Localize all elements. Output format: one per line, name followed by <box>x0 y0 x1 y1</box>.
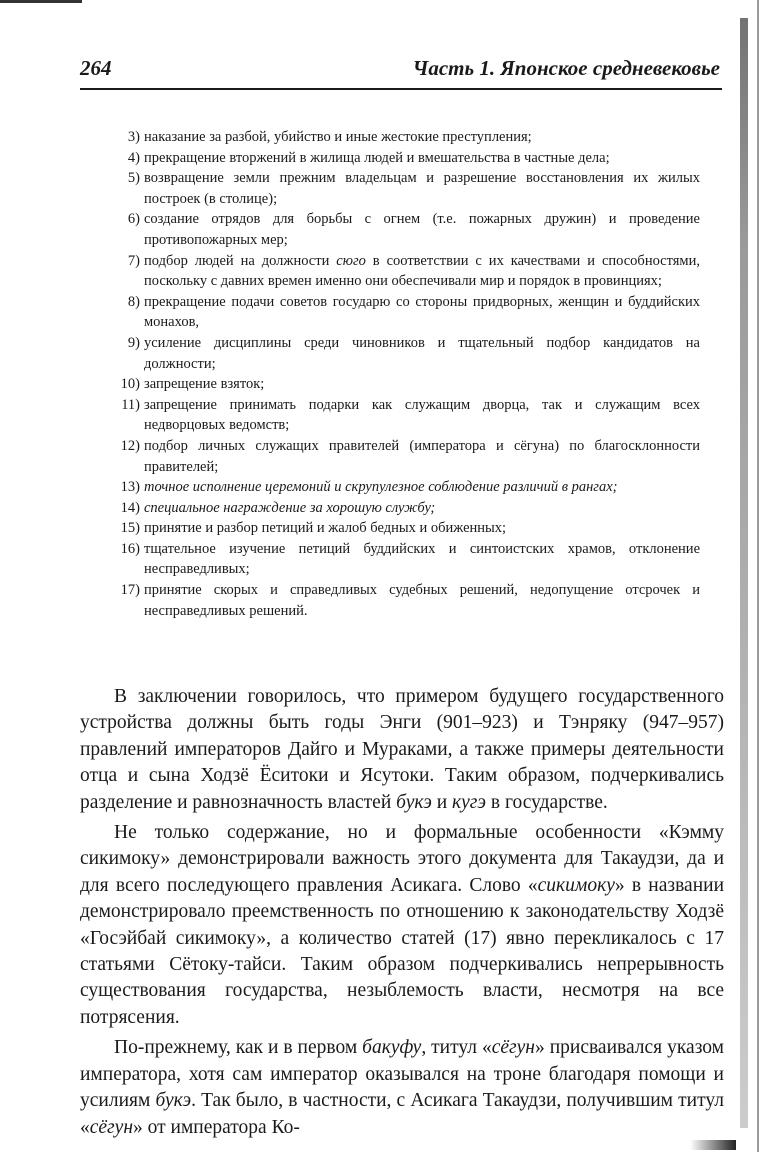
paragraph-text: » присваивался указом императора, хотя сам император оказывался на троне благодаря помощи и усилиям <box>80 1037 724 1112</box>
list-item-text: возвращение земли прежним владельцам и разрешение восстановления их жилых построек (в столице); <box>144 170 700 207</box>
list-item-text: тщательное изучение петиций буддийских и синтоистских храмов, отклонение несправедливых; <box>144 540 700 578</box>
list-item-number: 15) <box>120 520 140 537</box>
list-item-text: принятие скорых и справедливых судебных решений, недопущение отсрочек и несправедливых решений. <box>144 582 700 619</box>
paragraph-text-italic: сёгун <box>89 1116 133 1138</box>
paragraph <box>80 1035 724 1141</box>
paragraph <box>80 820 724 1031</box>
list-item <box>106 251 700 292</box>
list-item <box>106 209 700 250</box>
paragraph-text: в государстве. <box>486 791 608 813</box>
list-item <box>106 539 700 580</box>
page-number: 264 <box>80 56 112 80</box>
list-item <box>106 436 700 477</box>
list-item <box>106 374 700 395</box>
list-item <box>106 148 700 169</box>
list-item-text: подбор личных служащих правителей (императора и сёгуна) по благосклонности правителей; <box>144 437 700 475</box>
list-item <box>106 498 700 519</box>
list-item-number: 9) <box>127 334 140 351</box>
list-item <box>106 518 700 539</box>
list-item-text: наказание за разбой, убийство и иные жестокие преступления; <box>144 129 532 145</box>
paragraph-text-italic: сикимоку <box>537 874 615 896</box>
paragraph-text: В заключении говорилось, что примером будущего государственного устройства должны быть годы Энги (901–923) и Тэнряку (947–957) правлений императоров Дайго и Мураками, а также примеры деятельности отца и сына Ходзё Ёситоки и Ясутоки. Таким образом, подчеркивались разделение и равнозначность властей <box>80 686 724 813</box>
paragraph-text: Не только содержание, но и формальные особенности «Кэмму сикимоку» демонстрировали важность этого документа для Такаудзи, да и для всего последующего правления Асикага. Слово « <box>80 822 724 896</box>
list-item-text-italic: сюго <box>336 252 366 269</box>
paragraph-text-italic: букэ <box>396 791 432 813</box>
scan-artifact-top <box>0 0 82 3</box>
list-item-text: принятие и разбор петиций и жалоб бедных и обиженных; <box>144 520 507 537</box>
list-item <box>106 333 700 374</box>
paragraph-text: По-прежнему, как и в первом <box>114 1037 363 1059</box>
page-header <box>80 52 720 86</box>
list-item <box>106 292 700 333</box>
list-item-number: 4) <box>127 149 140 166</box>
scan-artifact-spine <box>740 18 748 1128</box>
list-item-text: прекращение вторжений в жилища людей и вмешательства в частные дела; <box>144 149 610 166</box>
paragraph-text: » от императора Ко- <box>133 1116 300 1138</box>
list-item-text-italic: специальное награждение за хорошую службу; <box>144 499 436 516</box>
list-item-number: 17) <box>120 582 140 599</box>
paragraph-text-italic: кугэ <box>452 791 486 813</box>
list-item-number: 3) <box>127 129 140 145</box>
list-item-number: 10) <box>120 376 140 393</box>
paragraph-text: » в названии демонстрировало преемственность по отношению к законодательству Ходзё «Госэйбай сикимоку», а количество статей (17) явно перекликалось с 17 статьями Сётоку-тайси. Таким образом подчеркивались непрерывность существования государства, незыблемость власти, несмотря на все потрясения. <box>80 874 725 1028</box>
paragraph-text-italic: сёгун <box>491 1037 535 1059</box>
list-item-number: 16) <box>120 540 140 557</box>
list-item <box>106 127 700 148</box>
list-item <box>106 168 700 209</box>
list-item-number: 6) <box>127 211 140 228</box>
list-item-text: запрещение взяток; <box>144 376 265 393</box>
list-item-number: 12) <box>120 437 140 454</box>
paragraph <box>80 684 724 816</box>
body-text <box>80 684 724 1145</box>
paragraph-text-italic: бакуфу <box>362 1037 422 1059</box>
list-item-number: 8) <box>127 293 140 310</box>
list-item-text: усиление дисциплины среди чиновников и тщательный подбор кандидатов на должности; <box>144 334 700 372</box>
list-item-number: 5) <box>127 170 140 187</box>
list-item-number: 14) <box>120 499 140 516</box>
list-item-number: 13) <box>120 479 140 496</box>
list-item-text: прекращение подачи советов государю со стороны придворных, женщин и буддийских монахов, <box>144 293 700 331</box>
list-item-text: создание отрядов для борьбы с огнем (т.е. пожарных дружин) и проведение противопожарных мер; <box>144 211 700 248</box>
paragraph-text-italic: букэ <box>155 1090 192 1112</box>
list-item-number: 7) <box>127 252 140 269</box>
header-rule <box>80 88 722 90</box>
list-item <box>106 477 700 498</box>
list-item <box>106 580 700 621</box>
running-title: Часть 1. Японское средневековье <box>412 56 720 80</box>
scan-artifact-edge <box>757 0 759 1152</box>
paragraph-text: . Так было, в частности, с Асикага Такаудзи, получившим титул « <box>80 1090 724 1138</box>
list-item-text: в соответствии с их качествами и способностями, поскольку с давних времен именно они обеспечивали мир и порядок в провинциях; <box>144 252 700 290</box>
list-item-text: запрещение принимать подарки как служащим дворца, так и служащим всех недворцовых ведомств; <box>144 396 700 434</box>
paragraph-text: , титул « <box>421 1037 492 1059</box>
list-item-text: подбор людей на должности <box>144 252 337 269</box>
list-item-number: 11) <box>121 396 140 413</box>
list-item-text-italic: точное исполнение церемоний и скрупулезное соблюдение различий в рангах; <box>144 479 618 496</box>
list-item <box>106 395 700 436</box>
numbered-list <box>106 127 700 621</box>
paragraph-text: и <box>431 791 453 813</box>
